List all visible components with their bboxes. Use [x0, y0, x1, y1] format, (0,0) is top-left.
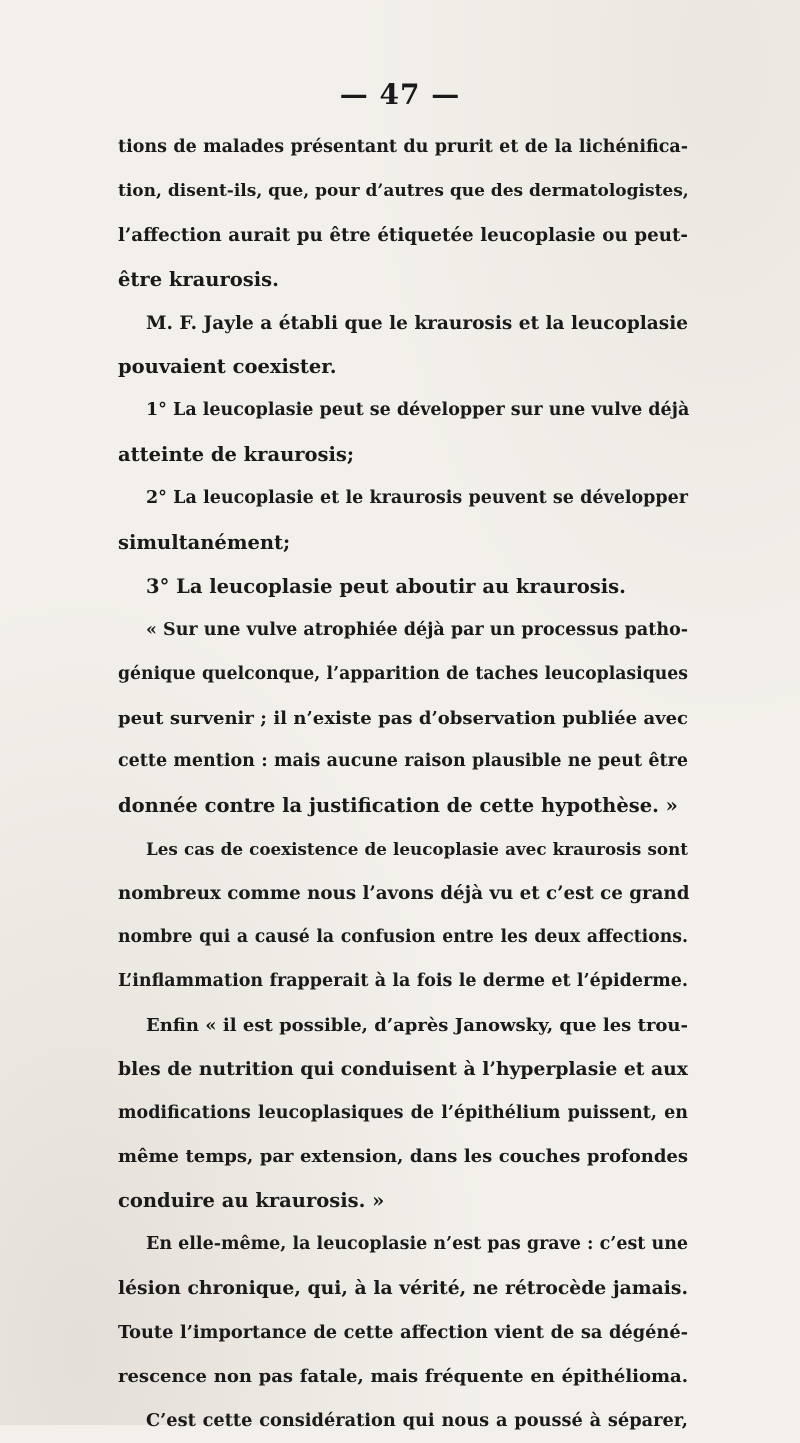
text-line: tions de malades présentant du prurit et de la lichénifica- [118, 137, 688, 157]
text-line: 1° La leucoplasie peut se développer sur une vulve déjà [146, 400, 690, 421]
text-line: donnée contre la justification de cette hypothèse. » [118, 794, 678, 818]
text-line: nombreux comme nous l’avons déjà vu et c’est ce grand [118, 883, 690, 905]
text-line: Toute l’importance de cette affection vient de sa dégéné- [118, 1322, 688, 1344]
text-line: modifications leucoplasiques de l’épithélium puissent, en [118, 1102, 688, 1123]
text-line: rescence non pas fatale, mais fréquente en épithélioma. [118, 1365, 688, 1387]
text-line: cette mention : mais aucune raison plausible ne peut être [118, 751, 688, 772]
text-line: même temps, par extension, dans les couches profondes [118, 1146, 688, 1168]
text-line: C’est cette considération qui nous a poussé à séparer, [146, 1409, 688, 1431]
text-line: M. F. Jayle a établi que le kraurosis et la leucoplasie [146, 312, 688, 334]
text-line: Les cas de coexistence de leucoplasie avec kraurosis sont [146, 839, 688, 860]
text-line: simultanément; [118, 531, 291, 555]
text-line: 3° La leucoplasie peut aboutir au kraurosis. [146, 574, 626, 598]
body-text [118, 126, 688, 1443]
text-line: l’affection aurait pu être étiquetée leucoplasie ou peut- [118, 224, 688, 246]
text-line: être kraurosis. [118, 267, 279, 291]
text-line: tion, disent-ils, que, pour d’autres que des dermatologistes, [118, 180, 689, 201]
text-line: conduire au kraurosis. » [118, 1189, 385, 1213]
text-line: En elle-même, la leucoplasie n’est pas grave : c’est une [146, 1234, 689, 1255]
text-line: atteinte de kraurosis; [118, 443, 355, 467]
text-line: génique quelconque, l’apparition de taches leucoplasiques [118, 663, 688, 684]
text-line: nombre qui a causé la confusion entre les deux affections. [118, 927, 688, 948]
text-line: bles de nutrition qui conduisent à l’hyperplasie et aux [118, 1057, 688, 1080]
page-number: — 47 — [339, 78, 461, 111]
text-line: Enfin « il est possible, d’après Janowsky, que les trou- [146, 1014, 688, 1036]
text-line: 2° La leucoplasie et le kraurosis peuvent se développer [146, 488, 688, 509]
text-line: peut survenir ; il n’existe pas d’observation publiée avec [118, 707, 688, 729]
text-line: « Sur une vulve atrophiée déjà par un processus patho- [146, 619, 688, 640]
text-line: L’inflammation frapperait à la fois le derme et l’épiderme. [118, 970, 688, 991]
text-line: lésion chronique, qui, à la vérité, ne rétrocède jamais. [118, 1277, 688, 1300]
text-line: pouvaient coexister. [118, 355, 337, 379]
